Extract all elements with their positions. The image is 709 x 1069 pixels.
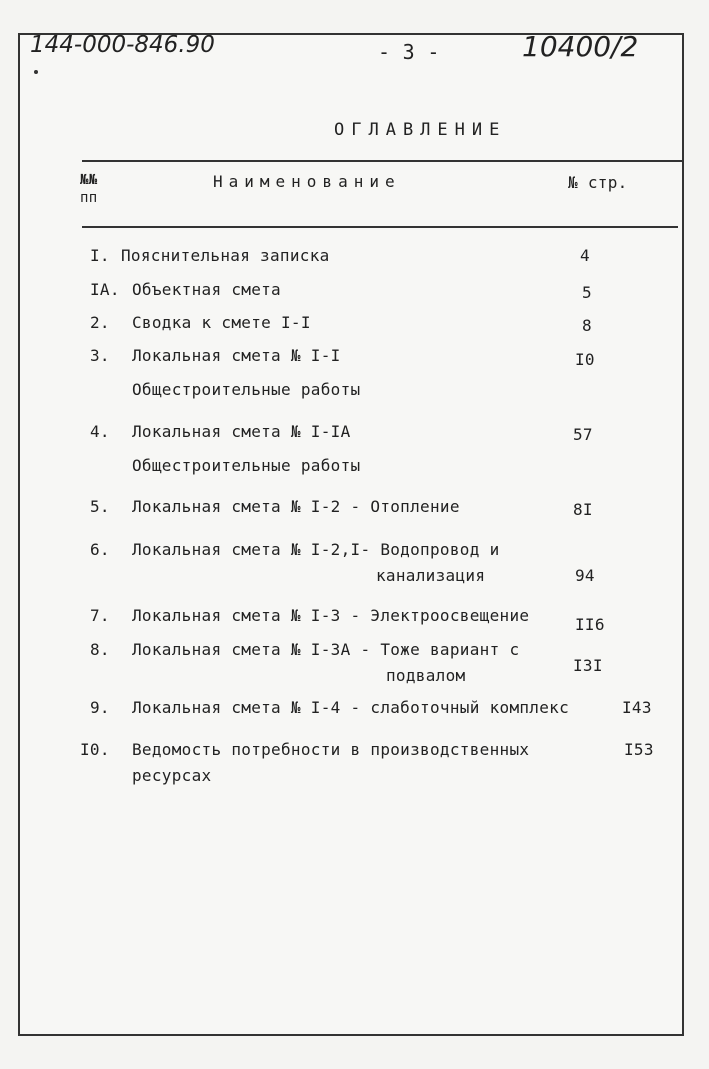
title-divider xyxy=(82,160,682,162)
toc-entry-page: 8 xyxy=(582,316,592,335)
toc-entry-num: 7. xyxy=(90,606,110,625)
toc-entry-title: Локальная смета № I-3 - Электроосвещение xyxy=(132,606,530,625)
toc-entry-title: Пояснительная записка xyxy=(121,246,330,265)
toc-entry-title: Сводка к смете I-I xyxy=(132,313,311,332)
toc-entry-title: Локальная смета № I-3А - Тоже вариант с xyxy=(132,640,520,659)
column-num-header: №№ xyxy=(80,172,98,188)
toc-entry-num: 8. xyxy=(90,640,110,659)
toc-entry-num: 5. xyxy=(90,497,110,516)
toc-entry-page: 8I xyxy=(573,500,593,519)
toc-entry-num: 4. xyxy=(90,422,110,441)
document-number: 144-000-846.90 xyxy=(30,32,215,58)
sheet-code: 10400/2 xyxy=(522,30,639,63)
toc-entry-num: 6. xyxy=(90,540,110,559)
toc-entry-num: 3. xyxy=(90,346,110,365)
column-name-header: Наименование xyxy=(213,172,401,191)
toc-entry-page: I0 xyxy=(575,350,595,369)
toc-entry-num: 2. xyxy=(90,313,110,332)
column-page-header: № стр. xyxy=(568,173,628,192)
column-num-sub-header: пп xyxy=(80,190,98,206)
toc-entry-num: I0. xyxy=(80,740,110,759)
toc-entry-page: II6 xyxy=(575,615,605,634)
toc-entry-page: 5 xyxy=(582,283,592,302)
toc-entry-title: Локальная смета № I-2,I- Водопровод и xyxy=(132,540,500,559)
toc-entry-title: Локальная смета № I-4 - слаботочный комплекс xyxy=(132,698,570,717)
toc-entry-title: Локальная смета № I-2 - Отопление xyxy=(132,497,460,516)
toc-entry-page: 4 xyxy=(580,246,590,265)
toc-entry-page: 57 xyxy=(573,425,593,444)
page-number: - 3 - xyxy=(378,40,440,64)
toc-entry-title-continued: канализация xyxy=(376,566,486,585)
toc-entry-num: 9. xyxy=(90,698,110,717)
toc-entry-title-continued: Общестроительные работы xyxy=(132,456,361,475)
toc-entry-title: Локальная смета № I-I xyxy=(132,346,341,365)
toc-entry-title-continued: подвалом xyxy=(386,666,466,685)
toc-entry-num: IA. xyxy=(90,280,120,299)
toc-title: ОГЛАВЛЕНИЕ xyxy=(334,120,507,140)
toc-entry-page: I53 xyxy=(624,740,654,759)
header-divider xyxy=(82,226,678,228)
toc-entry-title-continued: ресурсах xyxy=(132,766,212,785)
toc-entry-page: I43 xyxy=(622,698,652,717)
margin-mark xyxy=(34,70,38,74)
toc-entry-num: I. xyxy=(90,246,110,265)
toc-entry-title-continued: Общестроительные работы xyxy=(132,380,361,399)
toc-entry-title: Объектная смета xyxy=(132,280,281,299)
toc-entry-title: Локальная смета № I-IA xyxy=(132,422,351,441)
toc-entry-title: Ведомость потребности в производственных xyxy=(132,740,530,759)
toc-entry-page: 94 xyxy=(575,566,595,585)
toc-entry-page: I3I xyxy=(573,656,603,675)
